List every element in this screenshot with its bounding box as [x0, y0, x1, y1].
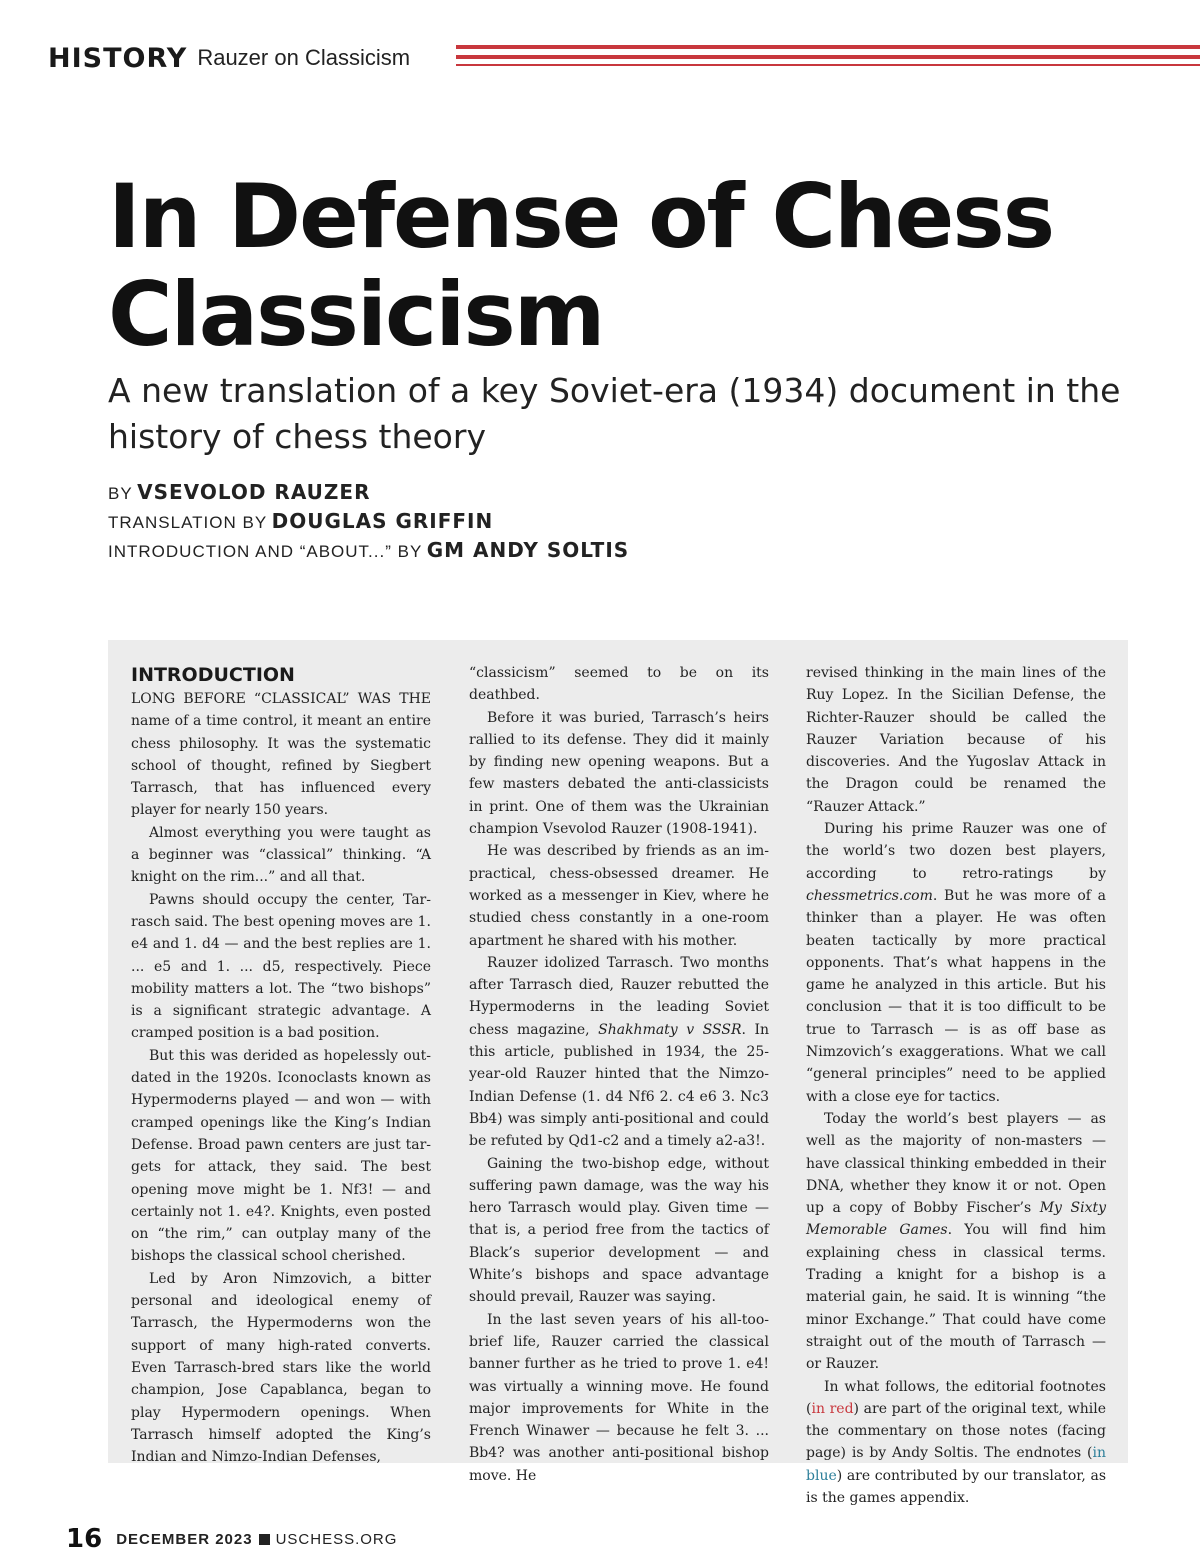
text-run: Rauzer idolized Tarrasch. Two months after Tarrasch died, Rauzer rebutted the Hypermoderns in the leading Soviet chess magazine, — [469, 954, 769, 1038]
header-rule-middle — [456, 55, 1200, 59]
section-header — [48, 40, 410, 76]
paragraph: Almost everything you were taught as a beginner was “classical” thinking. “A knight on the rim...” and all that. — [131, 824, 431, 886]
header-rule-top — [456, 45, 1200, 49]
byline-introduction — [108, 538, 629, 562]
article-subtitle: A new translation of a key Soviet-era (1934) document in the history of chess theory — [108, 371, 1121, 456]
text-run: During his prime Rauzer was one of the world’s two dozen best players, according to retro-ratings by — [806, 821, 1106, 882]
paragraph — [806, 1108, 1106, 1376]
intro-column-2 — [469, 662, 769, 1487]
paragraph — [806, 818, 1106, 1108]
paragraph: Before it was buried, Tarrasch’s heirs rallied to its defense. They did it mainly by finding new opening weapons. But a few masters debated the anti-classicists in print. One of them was the Ukrainian champion Vsevolod Rauzer (1908-1941). — [469, 709, 769, 838]
book-title: My Sixty Memorable Games — [806, 1200, 1106, 1239]
byline-prefix: TRANSLATION BY — [108, 513, 268, 532]
byline-prefix: INTRODUCTION AND “ABOUT...” BY — [108, 542, 423, 561]
introduction-box — [108, 640, 1128, 1506]
byline-name: VSEVOLOD RAUZER — [137, 480, 371, 504]
section-subtitle: Rauzer on Classicism — [197, 45, 411, 70]
paragraph: Pawns should occupy the center, Tarrasch said. The best opening moves are 1. e4 and 1. d4 — and the best replies are 1. ... e5 and 1. ... d5, respectively. Piece mobility matters a lot. The “two bishops” is a significant strategic advantage. A cramped position is a bad position. — [131, 891, 431, 1042]
header-rule-bottom — [456, 64, 1200, 66]
text-run: . But he was more of a thinker than a player. He was often beaten tactically by more practical opponents. That’s what happens in the game he analyzed in this article. But his conclusion — that it is too difficult to be true to Tarrasch — is as off base as Nimzovich’s exaggerations. What we call “general principles” need to be applied with a close eye for tactics. — [806, 887, 1106, 1105]
website-url: USCHESS.ORG — [275, 1530, 398, 1548]
text-run: . In this article, published in 1934, the 25-year-old Rauzer hinted that the Nimzo-Indian Defense (1. d4 Nf6 2. c4 e6 3. Nc3 Bb4) was simply anti-positional and could be refuted by Qd1-c2 and a timely a2-a3!. — [469, 1021, 770, 1150]
paragraph: Gaining the two-bishop edge, without suffering pawn damage, was the way his hero Tarrasch would play. Given time — that is, a period free from the tactics of Black’s superior development — and White’s bishops and space advantage should prevail, Rauzer was saying. — [469, 1155, 769, 1306]
paragraph: LONG BEFORE “CLASSICAL” WAS THE name of a time control, it meant an entire chess philosophy. It was the systematic school of thought, refined by Siegbert Tarrasch, that has influenced every player for nearly 150 years. — [131, 691, 431, 819]
intro-column-1 — [131, 662, 431, 1468]
text-run: ) are contributed by our translator, as is the games appendix. — [806, 1467, 1106, 1506]
magazine-title: Shakhmaty v SSSR — [598, 1021, 742, 1038]
byline-author — [108, 480, 370, 504]
paragraph: Led by Aron Nimzovich, a bitter personal and ideological enemy of Tarrasch, the Hypermoderns won the support of many high-rated converts. Even Tarrasch-bred stars like the world champion, Jose Capablanca, began to play Hypermodern openings. When Tarrasch himself adopted the King’s Indian and Nimzo-Indian Defenses, — [131, 1270, 431, 1466]
paragraph: He was described by friends as an impractical, chess-obsessed dreamer. He worked as a messenger in Kiev, where he studied chess constantly in a one-room apartment he shared with his mother. — [469, 843, 769, 949]
issue-date: DECEMBER 2023 — [116, 1530, 253, 1548]
intro-heading: INTRODUCTION — [131, 664, 295, 686]
intro-column-3 — [806, 662, 1106, 1509]
text-run: . You will find him explaining chess in classical terms. Trading a knight for a bishop is a material gain, he said. It is winning “the minor Exchange.” That could have come straight out of the mouth of Tarrasch — or Rauzer. — [806, 1222, 1106, 1373]
text-run: In what follows, the editorial footnotes ( — [806, 1378, 1106, 1417]
page-number: 16 — [66, 1524, 103, 1554]
text-run: Today the world’s best players — as well as the majority of non-masters — have classical thinking embedded in their DNA, whether they know it or not. Open up a copy of Bobby Fischer’s — [806, 1110, 1106, 1217]
text-run: ) are part of the original text, while the commentary on those notes (facing page) is by Andy Soltis. The endnotes ( — [806, 1400, 1106, 1462]
header-rules — [456, 45, 1200, 67]
byline-translator — [108, 509, 493, 533]
website-name: chessmetrics.com — [806, 887, 933, 904]
byline-name: DOUGLAS GRIFFIN — [271, 509, 494, 533]
paragraph: revised thinking in the main lines of the Ruy Lopez. In the Sicilian Defense, the Richter-Rauzer should be called the Rauzer Variation because of his discoveries. And the Yugoslav Attack in the Dragon could be renamed the “Rauzer Attack.” — [806, 665, 1106, 815]
blue-note-marker: in blue — [806, 1445, 1106, 1484]
paragraph — [469, 952, 769, 1153]
square-bullet-icon — [259, 1534, 270, 1545]
red-note-marker: in red — [811, 1400, 854, 1417]
paragraph — [806, 1376, 1106, 1510]
paragraph: But this was derided as hopelessly outdated in the 1920s. Iconoclasts known as Hypermoderns played — and won — with cramped openings like the King’s Indian Defense. Broad pawn centers are just targets for attack, they said. The best opening move might be 1. Nf3! — and certainly not 1. e4?. Knights, even posted on “the rim,” can outplay many of the bishops the classical school cherished. — [131, 1047, 431, 1265]
page-footer — [66, 1522, 397, 1556]
section-label: HISTORY — [48, 42, 188, 74]
byline-name: GM ANDY SOLTIS — [426, 538, 630, 562]
byline-prefix: BY — [108, 484, 133, 503]
paragraph: “classicism” seemed to be on its deathbed. — [469, 665, 769, 704]
article-title: In Defense of Chess Classicism — [108, 165, 1054, 366]
paragraph: In the last seven years of his all-too-brief life, Rauzer carried the classical banner further as he tried to prove 1. e4! was virtually a winning move. He found major improvements for White in the French Winawer — because he felt 3. ... Bb4? was another anti-positional bishop move. He — [469, 1311, 769, 1484]
